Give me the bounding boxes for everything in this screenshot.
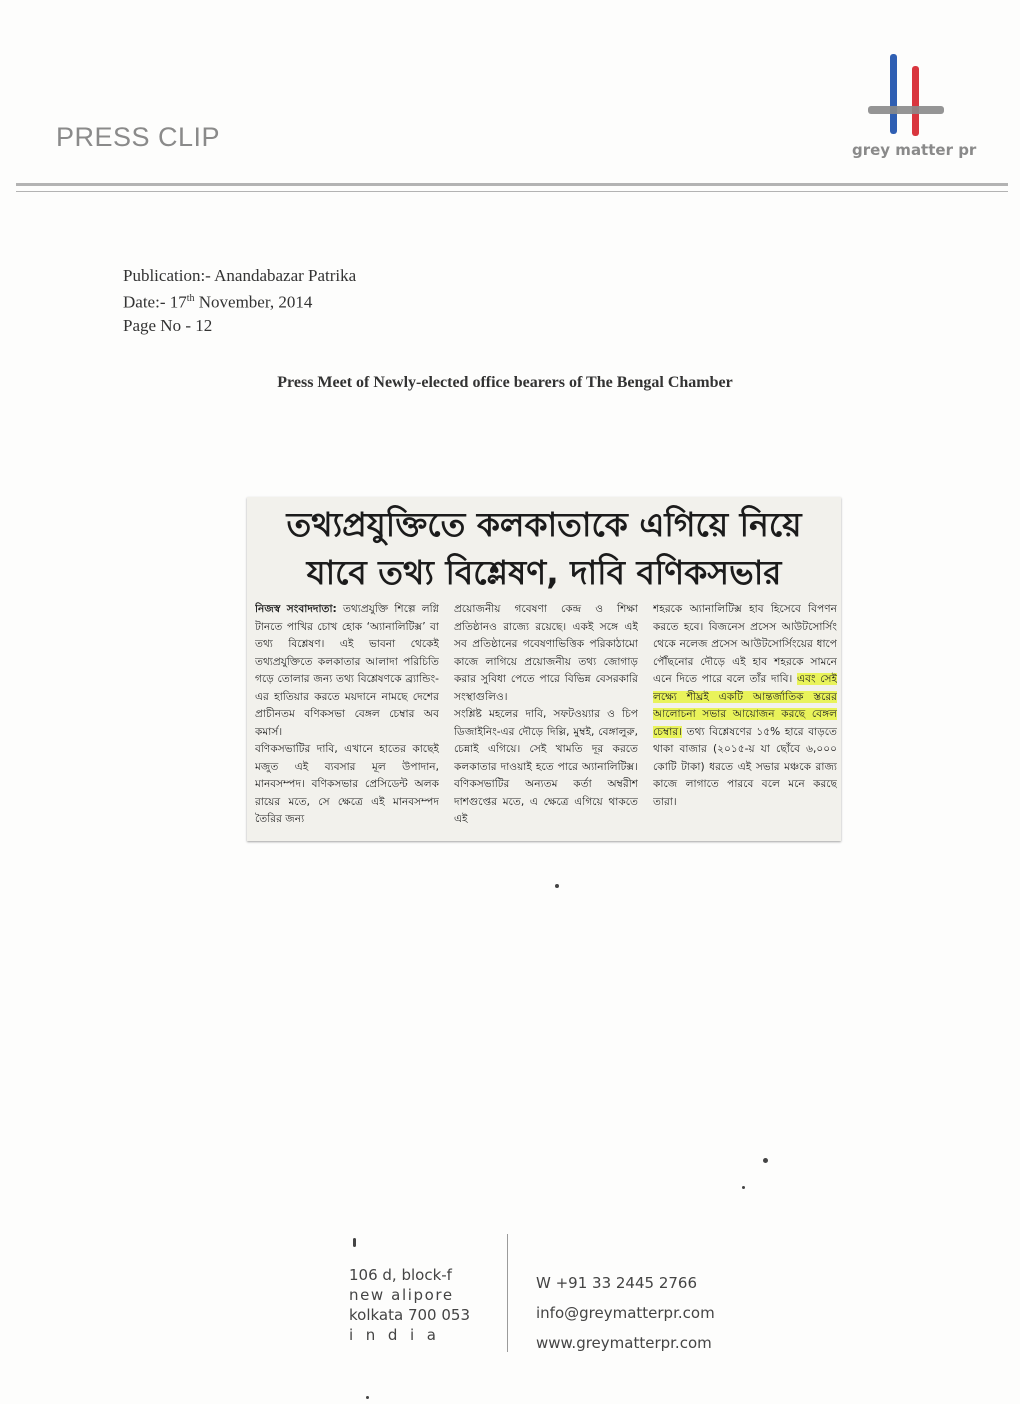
footer-divider (507, 1234, 508, 1352)
header-rule-thin (16, 191, 1008, 192)
date-prefix: Date:- 17 (123, 292, 187, 312)
column-1-paragraph-1: তথ্যপ্রযুক্তি শিল্পে লগ্নি টানতে পাখির চোখ হোক ‘অ্যানালিটিক্স’ বা তথ্য বিশ্লেষণ। এই ভাবনা থেকেই তথ্যপ্রযুক্তিতে কলকাতার আলাদা পরিচিতি গড়ে তোলার জন্য তথ্য বিশ্লেষণকে ব্র্যান্ডিং-এর হাতিয়ার করতে ময়দানে নামছে দেশের প্রাচীনতম বণিকসভা বেঙ্গল চেম্বার অব কমার্স। (255, 603, 439, 738)
column-3-paragraph-1: শহরকে অ্যানালিটিক্স হাব হিসেবে বিপণন করতে হবে। বিজনেস প্রসেস আউটসোর্সিং থেকে নলেজ প্রসেস আউটসোর্সিংয়ের ধাপে পৌঁছনোর দৌড়ে এই হাব শহরকে সামনে এনে দিতে পারে বলে তাঁর দাবি। (653, 603, 837, 685)
phone-number: W +91 33 2445 2766 (536, 1274, 697, 1292)
column-1-paragraph-2: বণিকসভাটির দাবি, এখানে হাতের কাছেই মজুত এই ব্যবসার মূল উপাদান, মানবসম্পদ। বণিকসভার প্রেসিডেন্ট অলক রায়ের মতে, সে ক্ষেত্রে এই মানবসম্পদ তৈরির জন্য (255, 743, 439, 825)
column-3-paragraph-2: তথ্য বিশ্লেষণের ১৫% হারে বাড়তে থাকা বাজার (২০১৫-য় যা ছোঁবে ৬,০০০ কোটি টাকা) ধরতে এই সভার মঞ্চকে রাজ্য কাজে লাগাতে পারবে বলে মনে করছে তারা। (653, 725, 837, 808)
grey-matter-logo-icon (868, 52, 946, 140)
publication-meta (123, 264, 356, 337)
column-3 (653, 601, 837, 831)
clipping-headline (247, 501, 841, 597)
byline: নিজস্ব সংবাদদাতা: (255, 603, 337, 615)
scan-speck (555, 884, 559, 888)
scan-speck (763, 1158, 768, 1163)
column-2 (454, 601, 638, 831)
column-2-paragraph-1: প্রয়োজনীয় গবেষণা কেন্দ্র ও শিক্ষা প্রতিষ্ঠানও রাজ্যে রয়েছে। একই সঙ্গে এই সব প্রতিষ্ঠানের গবেষণাভিত্তিক পরিকাঠামো কাজে লাগিয়ে প্রয়োজনীয় তথ্য জোগাড় করার সুবিধা পেতে পারে বিভিন্ন বেসরকারি সংস্থাগুলিও। (454, 603, 638, 703)
logo-text: grey matter pr (852, 141, 977, 159)
address-line-3: kolkata 700 053 (349, 1306, 470, 1324)
page-number-line: Page No - 12 (123, 315, 213, 335)
website-url: www.greymatterpr.com (536, 1334, 712, 1352)
date-suffix-sup: th (186, 293, 195, 304)
email-address: info@greymatterpr.com (536, 1304, 715, 1322)
clipping-columns (255, 601, 837, 831)
column-2-paragraph-2: সংশ্লিষ্ট মহলের দাবি, সফটওয়্যার ও চিপ ডিজাইনিং-এর দৌড়ে দিল্লি, মুম্বই, বেঙ্গালুরু, চেন্নাই এগিয়ে। সেই খামতি দূর করতে কলকাতার দাওয়াই হতে পারে অ্যানালিটিক্স। বণিকসভাটির অন্যতম কর্তা অম্বরীশ দাশগুপ্তের মতে, এ ক্ষেত্রে এগিয়ে থাকতে এই (454, 708, 638, 825)
address-line-1: 106 d, block-f (349, 1266, 452, 1284)
scan-speck (366, 1396, 369, 1399)
footer-address (349, 1265, 470, 1345)
newspaper-clipping (247, 497, 841, 841)
footer-contact (536, 1268, 715, 1358)
headline-line-2: যাবে তথ্য বিশ্লেষণ, দাবি বণিকসভার (306, 553, 782, 592)
header-rule (16, 183, 1008, 186)
press-clip-heading: PRESS CLIP (56, 122, 221, 152)
scan-speck (742, 1186, 745, 1189)
address-line-4: india (349, 1326, 449, 1344)
publication-line: Publication:- Anandabazar Patrika (123, 266, 357, 285)
address-line-2: new alipore (349, 1286, 454, 1304)
article-title: Press Meet of Newly-elected office bearers of The Bengal Chamber (277, 374, 733, 391)
headline-line-1: তথ্যপ্রযুক্তিতে কলকাতাকে এগিয়ে নিয়ে (286, 505, 802, 544)
date-line (123, 287, 356, 314)
date-rest: November, 2014 (194, 292, 313, 312)
highlighted-text: এবং সেই লক্ষ্যে শীঘ্রই একটি আন্তর্জাতিক স্তরের আলোচনা সভার আয়োজন করছে বেঙ্গল চেম্বার। (653, 673, 837, 738)
scan-speck (353, 1238, 356, 1247)
column-1 (255, 601, 439, 831)
